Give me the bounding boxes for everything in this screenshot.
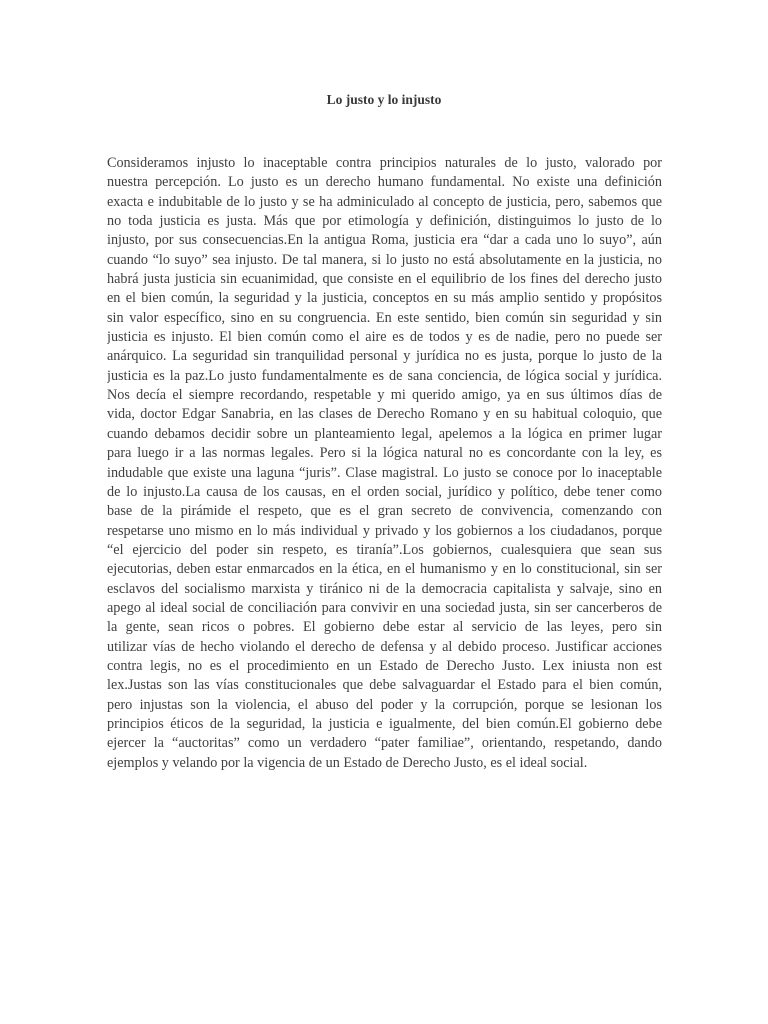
paragraph-line: contra legis, no es el procedimiento en un Estado de Derecho Justo. Lex iniusta non est [107, 657, 662, 674]
paragraph-line: Consideramos injusto lo inaceptable contra principios naturales de lo justo, valorado por [107, 155, 662, 171]
paragraph-line: de lo injusto.La causa de los causas, en el orden social, jurídico y político, debe tener como [107, 483, 662, 500]
paragraph-line: cuando debamos decidir sobre un planteamiento legal, apelemos a la lógica en primer lugar [107, 425, 662, 442]
paragraph-line: la gente, sean ricos o pobres. El gobierno debe estar al servicio de las leyes, pero sin [107, 619, 662, 636]
paragraph-line: ejemplos y velando por la vigencia de un Estado de Derecho Justo, es el ideal social. [107, 754, 588, 771]
document-title: Lo justo y lo injusto [326, 92, 442, 107]
paragraph-line: base de la pirámide el respeto, que es el gran secreto de convivencia, comenzando con [107, 503, 662, 520]
paragraph-line: indudable que existe una laguna “juris”. Clase magistral. Lo justo se conoce por lo inaceptable [107, 464, 662, 481]
paragraph-line: apego al ideal social de conciliación para convivir en una sociedad justa, sin ser cancerberos de [107, 599, 662, 616]
paragraph-line: cuando “lo suyo” sea injusto. De tal manera, si lo justo no está absolutamente en la justicia, no [107, 251, 662, 268]
paragraph-line: ejecutorias, deben estar enmarcados en la ética, en el humanismo y en lo constitucional, sin ser [107, 561, 662, 578]
paragraph-line: no toda justicia es justa. Más que por etimología y definición, distinguimos lo justo de lo [107, 213, 662, 230]
paragraph-line: utilizar vías de hecho violando el derecho de defensa y al debido proceso. Justificar acciones [107, 638, 662, 655]
paragraph-line: “el ejercicio del poder sin respeto, es tiranía”.Los gobiernos, cualesquiera que sean sus [107, 541, 662, 558]
paragraph-line: anárquico. La seguridad sin tranquilidad personal y jurídica no es justa, porque lo justo de la [107, 348, 662, 365]
paragraph-line: respetarse uno mismo en lo más individual y privado y los gobiernos a los ciudadanos, porque [107, 522, 662, 539]
paragraph-line: Nos decía el siempre recordando, respetable y mi querido amigo, ya en sus últimos días de [107, 387, 662, 404]
paragraph-line: exacta e indubitable de lo justo y se ha adminiculado al concepto de justicia, pero, sabemos que [107, 193, 662, 210]
paragraph-line: ejercer la “auctoritas” como un verdadero “pater familiae”, orientando, respetando, dando [107, 735, 662, 752]
paragraph-line: esclavos del socialismo marxista y tiránico ni de la democracia capitalista y salvaje, sino en [107, 580, 662, 597]
document-body [107, 154, 662, 773]
paragraph-line: pero injustas son la violencia, el abuso del poder y la corrupción, porque se lesionan los [107, 696, 662, 713]
paragraph-line: injusto, por sus consecuencias.En la antigua Roma, justicia era “dar a cada uno lo suyo”, aún [107, 232, 662, 249]
paragraph-line: justicia es injusto. El bien común como el aire es de todos y es de nadie, pero no puede ser [107, 329, 662, 346]
paragraph-line: vida, doctor Edgar Sanabria, en las clases de Derecho Romano y en su habitual coloquio, que [107, 406, 662, 423]
paragraph-line: sin valor específico, sino en su congruencia. En este sentido, bien común sin seguridad y sin [107, 309, 662, 326]
paragraph-line: habrá justa justicia sin ecuanimidad, que consiste en el equilibrio de los fines del derecho justo [107, 271, 662, 288]
paragraph-line: para luego ir a las normas legales. Pero si la lógica natural no es concordante con la ley, es [107, 445, 662, 462]
paragraph-line: en el bien común, la seguridad y la justicia, conceptos en su más amplio sentido y propósitos [107, 290, 662, 307]
paragraph-line: lex.Justas son las vías constitucionales que debe salvaguardar el Estado para el bien común, [107, 677, 662, 694]
paragraph-line: nuestra percepción. Lo justo es un derecho humano fundamental. No existe una definición [107, 174, 662, 191]
paragraph-line: principios éticos de la seguridad, la justicia e igualmente, del bien común.El gobierno debe [107, 715, 662, 732]
paragraph-line: justicia es la paz.Lo justo fundamentalmente es de sana conciencia, de lógica social y jurídica. [107, 367, 662, 384]
